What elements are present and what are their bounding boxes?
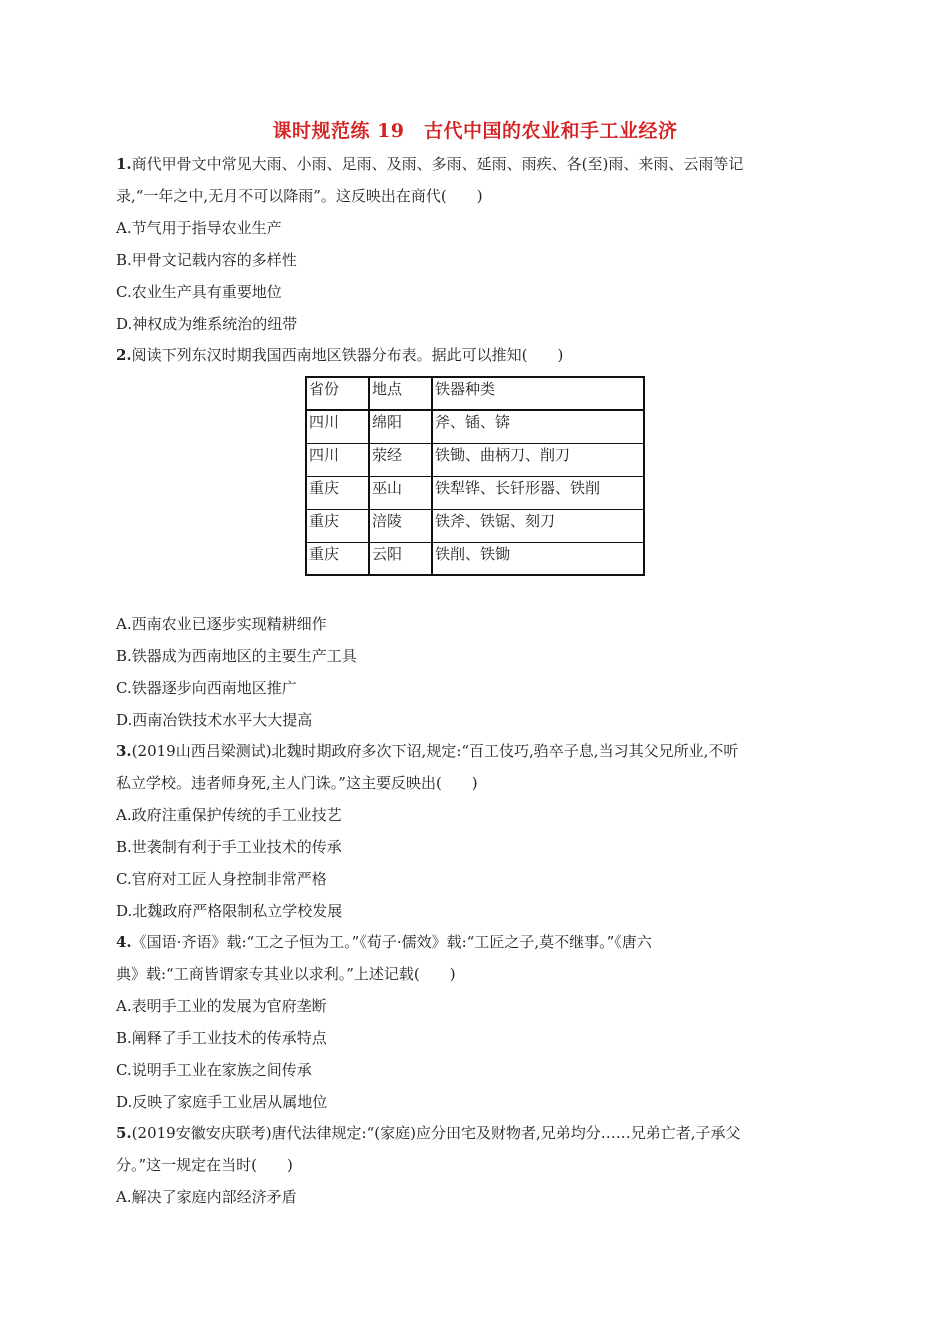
question-4-option-d: D.反映了家庭手工业居从属地位 [116, 1093, 328, 1111]
table-cell: 涪陵 [369, 509, 432, 542]
table-header-location: 地点 [369, 377, 432, 410]
question-2-line-1 [116, 345, 563, 365]
question-4-text-1: 《国语·齐语》载:“工之子恒为工。”《荀子·儒效》载:“工匠之子,莫不继事。”《唐六 [131, 933, 652, 951]
question-4-option-b: B.阐释了手工业技术的传承特点 [116, 1029, 327, 1047]
table-row [306, 410, 644, 443]
question-2-option-d: D.西南冶铁技术水平大大提高 [116, 711, 313, 729]
question-1-line-1 [116, 154, 743, 174]
question-1-option-b: B.甲骨文记载内容的多样性 [116, 251, 297, 269]
table-header-iron-types: 铁器种类 [432, 377, 644, 410]
question-2-option-b: B.铁器成为西南地区的主要生产工具 [116, 647, 357, 665]
question-3-option-a: A.政府注重保护传统的手工业技艺 [116, 806, 342, 824]
question-3-line-1 [116, 741, 738, 761]
table-row [306, 509, 644, 542]
page-title: 课时规范练 19 古代中国的农业和手工业经济 [272, 120, 678, 142]
table-row [306, 542, 644, 575]
question-1-option-d: D.神权成为维系统治的纽带 [116, 315, 298, 333]
question-2-text-1: 阅读下列东汉时期我国西南地区铁器分布表。据此可以推知( ) [131, 346, 564, 364]
table-cell: 铁削、铁锄 [432, 542, 644, 575]
table-cell: 荥经 [369, 443, 432, 476]
table-cell: 重庆 [306, 509, 369, 542]
question-4-line-1 [116, 932, 652, 952]
question-5-number: 5. [116, 1124, 132, 1142]
question-4-option-c: C.说明手工业在家族之间传承 [116, 1061, 312, 1079]
table-cell: 铁斧、铁锯、刻刀 [432, 509, 644, 542]
table-row [306, 443, 644, 476]
question-4-option-a: A.表明手工业的发展为官府垄断 [116, 997, 327, 1015]
table-cell: 绵阳 [369, 410, 432, 443]
question-1-option-c: C.农业生产具有重要地位 [116, 283, 282, 301]
question-3-option-c: C.官府对工匠人身控制非常严格 [116, 870, 327, 888]
question-4-line-2: 典》载:“工商皆谓家专其业以求利。”上述记载( ) [116, 965, 456, 983]
question-5-option-a: A.解决了家庭内部经济矛盾 [116, 1188, 297, 1206]
table-row [306, 476, 644, 509]
question-3-number: 3. [116, 742, 132, 760]
table-cell: 铁锄、曲柄刀、削刀 [432, 443, 644, 476]
question-1-line-2: 录,“一年之中,无月不可以降雨”。这反映出在商代( ) [116, 187, 483, 205]
iron-distribution-table [305, 376, 645, 576]
question-5-line-1 [116, 1123, 741, 1143]
question-3-option-b: B.世袭制有利于手工业技术的传承 [116, 838, 342, 856]
question-3-line-2: 私立学校。违者师身死,主人门诛。”这主要反映出( ) [116, 774, 478, 792]
table-cell: 斧、锸、锛 [432, 410, 644, 443]
table-cell: 重庆 [306, 476, 369, 509]
table-header-province: 省份 [306, 377, 369, 410]
table-cell: 四川 [306, 410, 369, 443]
question-3-option-d: D.北魏政府严格限制私立学校发展 [116, 902, 343, 920]
question-5-line-2: 分。”这一规定在当时( ) [116, 1156, 293, 1174]
question-2-option-c: C.铁器逐步向西南地区推广 [116, 679, 297, 697]
question-1-number: 1. [116, 155, 132, 173]
question-3-text-1: (2019山西吕梁测试)北魏时期政府多次下诏,规定:“百工伎巧,驺卒子息,当习其父兄所业,不听 [131, 742, 739, 760]
question-2-number: 2. [116, 346, 132, 364]
question-2-option-a: A.西南农业已逐步实现精耕细作 [116, 615, 327, 633]
table-cell: 铁犁铧、长钎形器、铁削 [432, 476, 644, 509]
question-5-text-1: (2019安徽安庆联考)唐代法律规定:“(家庭)应分田宅及财物者,兄弟均分……兄弟亡者,子承父 [131, 1124, 741, 1142]
question-4-number: 4. [116, 933, 132, 951]
table-cell: 重庆 [306, 542, 369, 575]
table-cell: 巫山 [369, 476, 432, 509]
table-cell: 云阳 [369, 542, 432, 575]
table-header-row [306, 377, 644, 410]
question-1-text-1: 商代甲骨文中常见大雨、小雨、足雨、及雨、多雨、延雨、雨疾、各(至)雨、来雨、云雨等记 [131, 155, 744, 173]
question-1-option-a: A.节气用于指导农业生产 [116, 219, 282, 237]
table-cell: 四川 [306, 443, 369, 476]
